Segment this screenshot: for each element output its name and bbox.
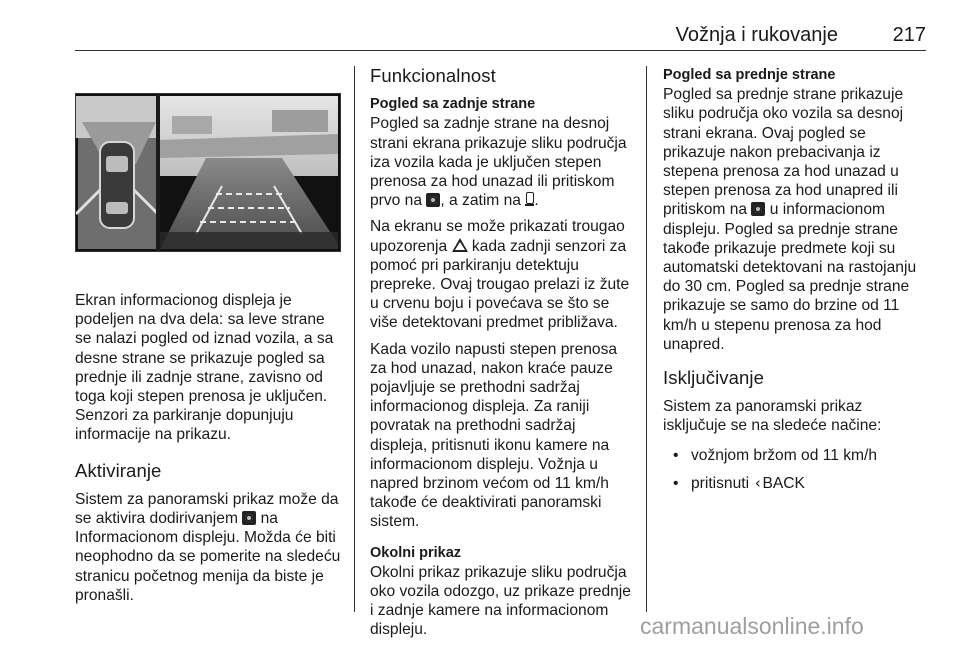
rear-view-label: Pogled sa zadnje strane	[370, 96, 536, 113]
column-divider-1	[354, 66, 355, 612]
chevron-left-icon: ‹	[753, 473, 763, 492]
around-view-paragraph: Okolni prikaz prikazuje sliku područja oko vozila odozgo, uz prikaze prednje i zadnje kamere na informacionom displeju.	[370, 563, 631, 639]
warn-text-b: kada zadnji senzori za pomoć pri parkiranju detektuju prepreke. Ovaj trougao prelazi iz žute u crvenu boju i povećava se što se više detektovani predmet približava.	[370, 237, 630, 332]
rear-text-c: .	[534, 192, 539, 210]
back-label: BACK	[762, 474, 805, 492]
iskljucivanje-heading: Isključivanje	[663, 367, 765, 389]
column-1	[75, 291, 345, 612]
rear-text-a: Pogled sa zadnje strane na desnoj strani ekrana prikazuje sliku područja iza vozila kada je uključen stepen prenosa za hod unazad ili pritiskom prvo na	[370, 115, 627, 210]
aktiviranje-text-a: Sistem za panoramski prikaz može da se aktivira dodirivanjem	[75, 490, 339, 528]
chapter-title: Vožnja i rukovanje	[675, 24, 838, 46]
watermark: carmanualsonline.info	[640, 613, 864, 639]
camera-icon	[242, 511, 256, 525]
rear-text-b: , a zatim na	[440, 192, 521, 210]
deactivation-list	[663, 446, 928, 493]
front-view-label: Pogled sa prednje strane	[663, 67, 836, 83]
bullet2-text: pritisnuti	[691, 474, 750, 492]
front-text-a: Pogled sa prednje strane prikazuje sliku područja oko vozila sa desnoj strani ekrana. Ovaj pogled se prikazuje nakon prebacivanja iz stepena prenosa za hod unazad u stepen prenosa za hod unapred ili pritiskom na	[663, 86, 904, 219]
intro-paragraph: Ekran informacionog displeja je podeljen na dva dela: sa leve strane se nalazi pogled od iznad vozila, a sa desne strane se prikazuje pogled sa prednje ili zadnje strane, zavisno od toga koji stepen prenosa je uključen. Senzori za parkiranje dopunjuju informacije na prikazu.	[75, 292, 334, 444]
aktiviranje-heading: Aktiviranje	[75, 459, 162, 481]
column-2	[370, 66, 636, 647]
around-view-label: Okolni prikaz	[370, 544, 462, 561]
warn-text-a: Na ekranu se može prikazati trougao upozorenja	[370, 218, 625, 255]
aktiviranje-paragraph	[75, 490, 345, 605]
camera-display-image	[76, 94, 340, 251]
page-number: 217	[892, 24, 926, 46]
list-item: • vožnjom bržom od 11 km/h	[663, 446, 928, 465]
warning-paragraph	[370, 217, 636, 332]
rear-view-paragraph	[370, 114, 636, 210]
camera-icon	[426, 193, 440, 207]
leave-reverse-paragraph: Kada vozilo napusti stepen prenosa za hod unazad, nakon kraće pauze pojavljuje se prethodni sadržaj informacionog displeja. Za raniji povratak na prethodni sadržaj displeja, pritisnuti ikonu kamere na informacionom displeju. Vožnja u napred brzinom većom od 11 km/h takođe će deaktivirati panoramski sistem.	[370, 340, 618, 531]
header-rule	[75, 50, 926, 51]
camera-display-figure	[75, 93, 341, 252]
funkcionalnost-heading: Funkcionalnost	[370, 65, 496, 86]
front-text-b: u informacionom displeju. Pogled sa prednje strane takođe prikazuje predmete koji su automatski detektovani na rastojanju do 30 cm. Pogled sa prednje strane prikazuje se samo do brzine od 11 km/h u stepenu prenosa za hod unapred.	[663, 201, 917, 353]
iskljucivanje-intro: Sistem za panoramski prikaz isključuje se na sledeće načine:	[663, 398, 882, 435]
park-assist-icon	[525, 192, 534, 207]
warning-triangle-icon	[452, 238, 468, 252]
column-3	[663, 66, 928, 502]
camera-icon	[751, 202, 765, 216]
front-view-paragraph	[663, 85, 928, 354]
column-divider-2	[646, 66, 647, 612]
list-item	[663, 474, 928, 493]
aktiviranje-text-b: na Informacionom displeju. Možda će biti neophodno da se pomerite na sledeću stranicu početnog menija da biste je pronašli.	[75, 510, 341, 604]
